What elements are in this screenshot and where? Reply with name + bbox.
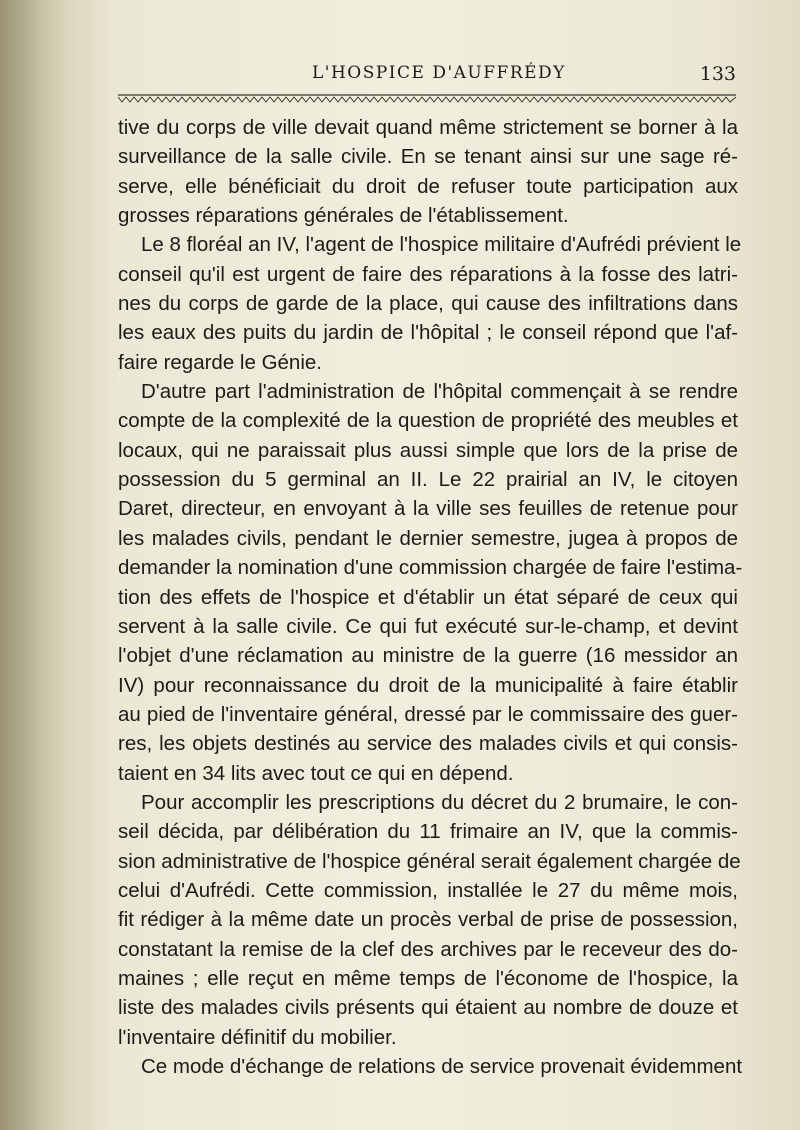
text-line: Ce mode d'échange de relations de service provenait évidemment [141, 1055, 743, 1078]
text-line: res, les objets destinés au service des malades civils et qui consis- [118, 732, 738, 756]
text-line: surveillance de la salle civile. En se tenant ainsi sur une sage ré- [118, 145, 738, 169]
text-line: Daret, directeur, en envoyant à la ville ses feuilles de retenue pour [118, 497, 738, 521]
text-line: compte de la complexité de la question de propriété des meubles et [118, 409, 738, 433]
text-line: les eaux des puits du jardin de l'hôpital ; le conseil répond que l'af- [118, 321, 738, 345]
page-edge-shadow [0, 0, 70, 1130]
text-line: D'autre part l'administration de l'hôpital commençait à se rendre [141, 380, 738, 404]
text-line: l'inventaire définitif du mobilier. [118, 1025, 397, 1049]
running-title: L'HOSPICE D'AUFFRÉDY [312, 63, 566, 83]
text-line: l'objet d'une réclamation au ministre de la guerre (16 messidor an [118, 644, 738, 668]
text-line: servent à la salle civile. Ce qui fut exécuté sur-le-champ, et devint [118, 614, 738, 638]
text-line: conseil qu'il est urgent de faire des réparations à la fosse des latri- [118, 262, 738, 286]
text-line: liste des malades civils présents qui étaient au nombre de douze et [118, 996, 738, 1020]
text-line: serve, elle bénéficiait du droit de refuser toute participation aux [118, 174, 738, 198]
page-number: 133 [699, 63, 736, 85]
text-line: celui d'Aufrédi. Cette commission, installée le 27 du même mois, [118, 878, 738, 902]
text-line: grosses réparations générales de l'établissement. [118, 204, 569, 228]
text-line: sion administrative de l'hospice général serait également chargée de [118, 849, 741, 873]
text-line: locaux, qui ne paraissait plus aussi simple que lors de la prise de [118, 438, 738, 462]
text-line: IV) pour reconnaissance du droit de la municipalité à faire établir [118, 673, 738, 697]
text-line: Pour accomplir les prescriptions du décret du 2 brumaire, le con- [141, 790, 738, 814]
text-line: seil décida, par délibération du 11 frimaire an IV, que la commis- [118, 820, 738, 844]
page-header [0, 63, 800, 93]
text-line: les malades civils, pendant le dernier semestre, jugea à propos de [118, 526, 738, 550]
body-text [118, 113, 743, 1081]
text-line: constatant la remise de la clef des archives par le receveur des do- [118, 937, 738, 961]
text-line: maines ; elle reçut en même temps de l'économe de l'hospice, la [118, 966, 738, 990]
decorative-rule [118, 94, 736, 104]
text-line: demander la nomination d'une commission chargée de faire l'estima- [118, 556, 743, 580]
text-line: nes du corps de garde de la place, qui cause des infiltrations dans [118, 292, 738, 316]
text-line: taient en 34 lits avec tout ce qui en dépend. [118, 761, 514, 785]
text-line: tion des effets de l'hospice et d'établir un état séparé de ceux qui [118, 585, 738, 609]
text-line: Le 8 floréal an IV, l'agent de l'hospice militaire d'Aufrédi prévient le [141, 233, 742, 257]
text-line: au pied de l'inventaire général, dressé par le commissaire des guer- [118, 702, 738, 726]
text-line: tive du corps de ville devait quand même strictement se borner à la [118, 116, 738, 139]
text-line: possession du 5 germinal an II. Le 22 prairial an IV, le citoyen [118, 468, 738, 492]
text-line: fit rédiger à la même date un procès verbal de prise de possession, [118, 908, 738, 932]
text-line: faire regarde le Génie. [118, 350, 322, 374]
